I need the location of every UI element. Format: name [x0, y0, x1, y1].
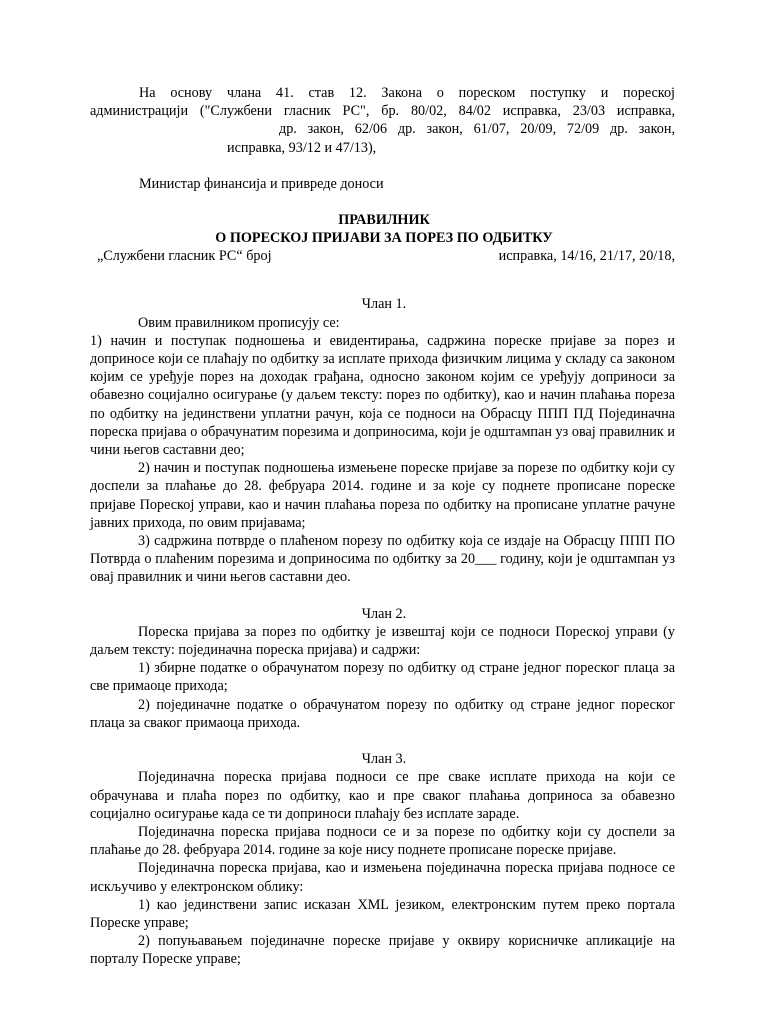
preamble: [90, 84, 675, 193]
article-1-intro: Овим правилником прописују се:: [138, 314, 340, 331]
gazette-left: „Службени гласник РС“ број: [97, 248, 272, 265]
article-3-para-2: Појединачна пореска пријава подноси се и за порезе по одбитку који су доспели за плаћање до 28. фебруара 2014. године за које нису поднете прописане пореске пријаве.: [90, 823, 675, 859]
preamble-line-3: др. закон, 62/06 др. закон, 61/07, 20/09, 72/09 др. закон,: [279, 121, 675, 138]
article-2-heading: Члан 2.: [361, 605, 407, 622]
article-2-item-1: 1) збирне податке о обрачунатом порезу по одбитку од стране једног пореског плаца за све примаоце прихода;: [90, 660, 675, 695]
preamble-line-2: администрацији ("Службени гласник РС", бр. 80/02, 84/02 исправка, 23/03 исправка,: [90, 103, 675, 120]
title-line-1: ПРАВИЛНИК: [338, 212, 430, 229]
title-line-2: О ПОРЕСКОЈ ПРИЈАВИ ЗА ПОРЕЗ ПО ОДБИТКУ: [215, 230, 553, 247]
article-1-item-3: 3) садржина потврде о плаћеном порезу по одбитку која се издаје на Обрасцу ППП ПО Потврда о плаћеним порезима и доприносима по одбитку за 20___ годину, који је одштампан уз овај правилник и чини његов саставни део.: [90, 533, 675, 586]
article-1-heading: Члан 1.: [361, 296, 407, 313]
article-3: [90, 750, 675, 968]
article-3-item-2: 2) попуњавањем појединачне пореске пријаве у оквиру корисничке апликације на порталу Пореске управе;: [90, 933, 675, 968]
article-2-item-2: 2) појединачне податке о обрачунатом порезу по одбитку од стране једног пореског плаца за сваког примаоца прихода.: [90, 696, 675, 731]
article-1-item-2: 2) начин и поступак подношења измењене пореске пријаве за порезе по одбитку који су доспели за плаћање до 28. фебруара 2014. године и за које су поднете прописане пореске пријаве Пореској управи, као и начин плаћања пореза по одбитку на прописане уплатне рачуне јавних прихода, по овим пријавама;: [90, 460, 675, 531]
article-1-item-1: 1) начин и поступак подношења и евидентирања, садржина пореске пријаве за порез и доприносе који се плаћају по одбитку за исплате прихода физичким лицима у складу са законом којим се уређује порез на доходак грађана, односно законом којим се уређују доприноси за обавезно социјално осигурање (у даљем тексту: порез по одбитку), као и начин плаћања пореза по одбитку на јединствени уплатни рачун, која се подноси на Обрасцу ППП ПД Појединачна пореска пријава о обрачунатим порезима и доприносима, који је одштампан уз овај правилник и чини његов саставни део;: [90, 332, 675, 459]
article-3-para-3: Појединачна пореска пријава, као и измењена појединачна пореска пријава подносе се искључиво у електронском облику:: [90, 860, 675, 895]
document-page: [90, 84, 675, 969]
article-3-item-1: 1) као јединствени запис исказан XML језиком, електронским путем преко портала Пореске управе;: [90, 896, 675, 931]
article-3-para-1: Појединачна пореска пријава подноси се пре сваке исплате прихода на који се обрачунава и плаћа порез по одбитку, као и пре сваког плаћања доприноса за обавезно социјално осигурање када се ти доприноси плаћају без исплате зараде.: [90, 769, 675, 822]
article-1: [90, 295, 675, 586]
preamble-line-1: На основу члана 41. став 12. Закона о пореском поступку и пореској: [139, 85, 675, 101]
article-2: [90, 605, 675, 732]
document-title: [90, 211, 675, 265]
minister-line: Министар финансија и привреде доноси: [139, 175, 384, 192]
article-3-heading: Члан 3.: [361, 751, 407, 768]
preamble-line-4: исправка, 93/12 и 47/13),: [227, 139, 377, 156]
gazette-line: [97, 247, 675, 265]
gazette-right: исправка, 14/16, 21/17, 20/18,: [498, 248, 675, 265]
article-2-intro: Пореска пријава за порез по одбитку је извештај који се подноси Пореској управи (у даљем тексту: појединачна пореска пријава) и садржи:: [90, 623, 675, 659]
